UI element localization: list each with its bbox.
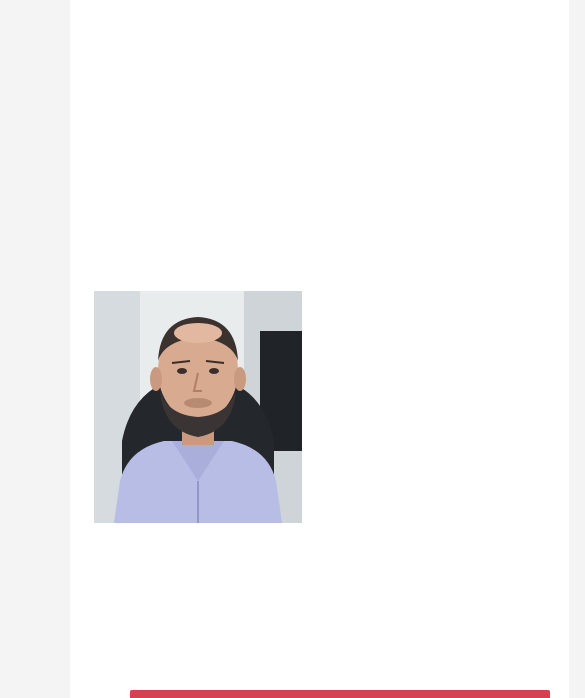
official-photo xyxy=(94,291,302,523)
previous-article-fragment xyxy=(96,0,246,8)
page-margin-right xyxy=(569,0,585,698)
next-headline-ink xyxy=(130,690,550,698)
page-margin-left xyxy=(0,0,70,698)
official-photo-art xyxy=(94,291,302,523)
next-headline-fragment xyxy=(70,688,569,698)
